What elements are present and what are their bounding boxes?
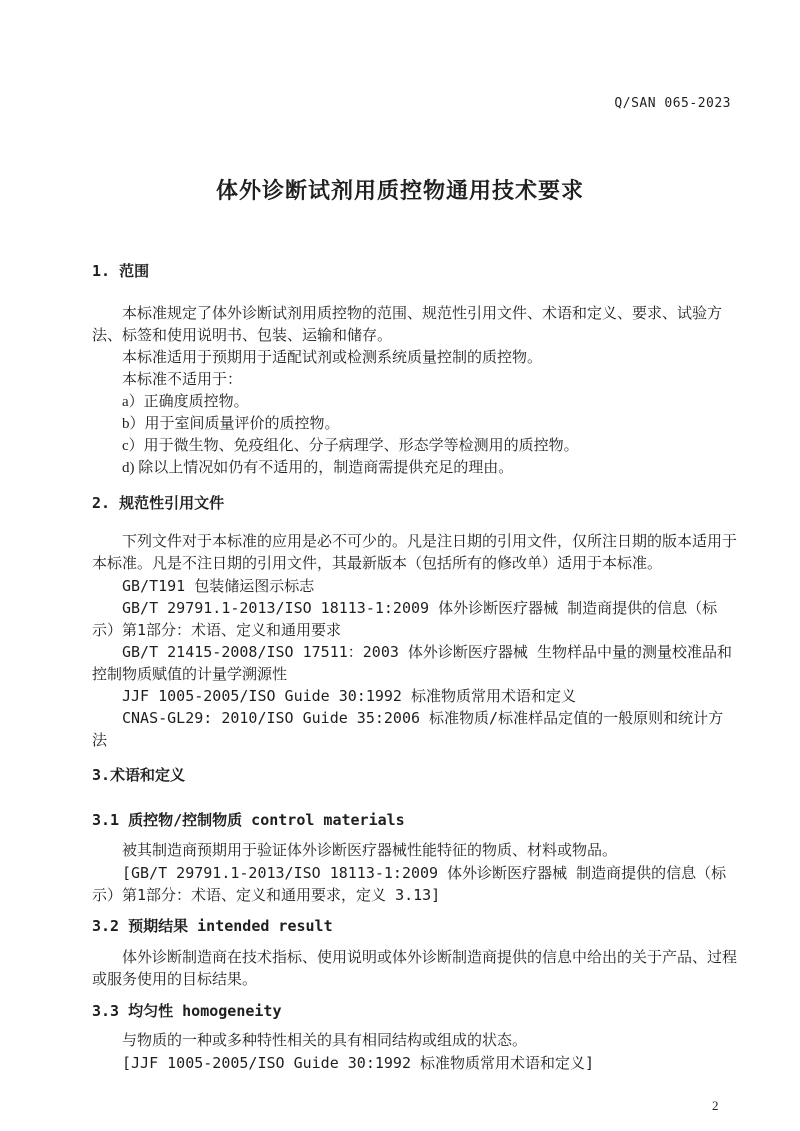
reference-item: JJF 1005-2005/ISO Guide 30:1992 标准物质常用术语和定义 [122,687,576,705]
term-3-1-source: [GB/T 29791.1-2013/ISO 18113-1:2009 体外诊断医疗器械 制造商提供的信息（标示）第1部分：术语、定义和通用要求，定义 3.13] [92,864,727,904]
section-1-list-item-c: c）用于微生物、免疫组化、分子病理学、形态学等检测用的质控物。 [122,438,579,454]
page-number: 2 [712,1098,719,1113]
reference-item: CNAS-GL29: 2010/ISO Guide 35:2006 标准物质/标准样品定值的一般原则和统计方法 [92,709,724,749]
term-3-1-heading: 3.1 质控物/控制物质 control materials [92,811,405,829]
term-3-2-heading: 3.2 预期结果 intended result [92,917,333,935]
section-1-paragraph: 本标准规定了体外诊断试剂用质控物的范围、规范性引用文件、术语和定义、要求、试验方法、标签和使用说明书、包装、运输和储存。 [92,306,723,344]
section-1-paragraph: 本标准适用于预期用于适配试剂或检测系统质量控制的质控物。 [122,350,543,366]
section-2-heading: 2. 规范性引用文件 [92,494,225,512]
section-1-paragraph: 本标准不适用于： [122,372,243,388]
reference-item: GB/T 29791.1-2013/ISO 18113-1:2009 体外诊断医疗器械 制造商提供的信息（标示）第1部分：术语、定义和通用要求 [92,599,718,639]
section-1-list-item-d: d) 除以上情况如仍有不适用的，制造商需提供充足的理由。 [122,460,514,476]
term-3-1-definition: 被其制造商预期用于验证体外诊断医疗器械性能特征的物质、材料或物品。 [122,843,618,859]
section-1-list-item-b: b）用于室间质量评价的质控物。 [122,416,340,432]
section-1-heading: 1. 范围 [92,262,150,280]
reference-item: GB/T 21415-2008/ISO 17511：2003 体外诊断医疗器械 生物样品中量的测量校准品和控制物质赋值的计量学溯源性 [92,643,732,683]
term-3-3-heading: 3.3 均匀性 homogeneity [92,1002,282,1020]
doc-number: Q/SAN 065-2023 [614,96,731,111]
section-1-list-item-a: a）正确度质控物。 [122,394,249,410]
term-3-3-definition: 与物质的一种或多种特性相关的具有相同结构或组成的状态。 [122,1033,528,1049]
term-3-2-definition: 体外诊断制造商在技术指标、使用说明或体外诊断制造商提供的信息中给出的关于产品、过程或服务使用的目标结果。 [92,950,738,988]
reference-item: GB/T191 包装储运图示标志 [122,577,315,595]
page-title: 体外诊断试剂用质控物通用技术要求 [215,178,584,203]
term-3-3-source: [JJF 1005-2005/ISO Guide 30:1992 标准物质常用术语和定义] [122,1054,595,1072]
section-3-heading: 3.术语和定义 [92,766,186,784]
section-2-intro: 下列文件对于本标准的应用是必不可少的。凡是注日期的引用文件，仅所注日期的版本适用于本标准。凡是不注日期的引用文件，其最新版本（包括所有的修改单）适用于本标准。 [92,534,738,572]
